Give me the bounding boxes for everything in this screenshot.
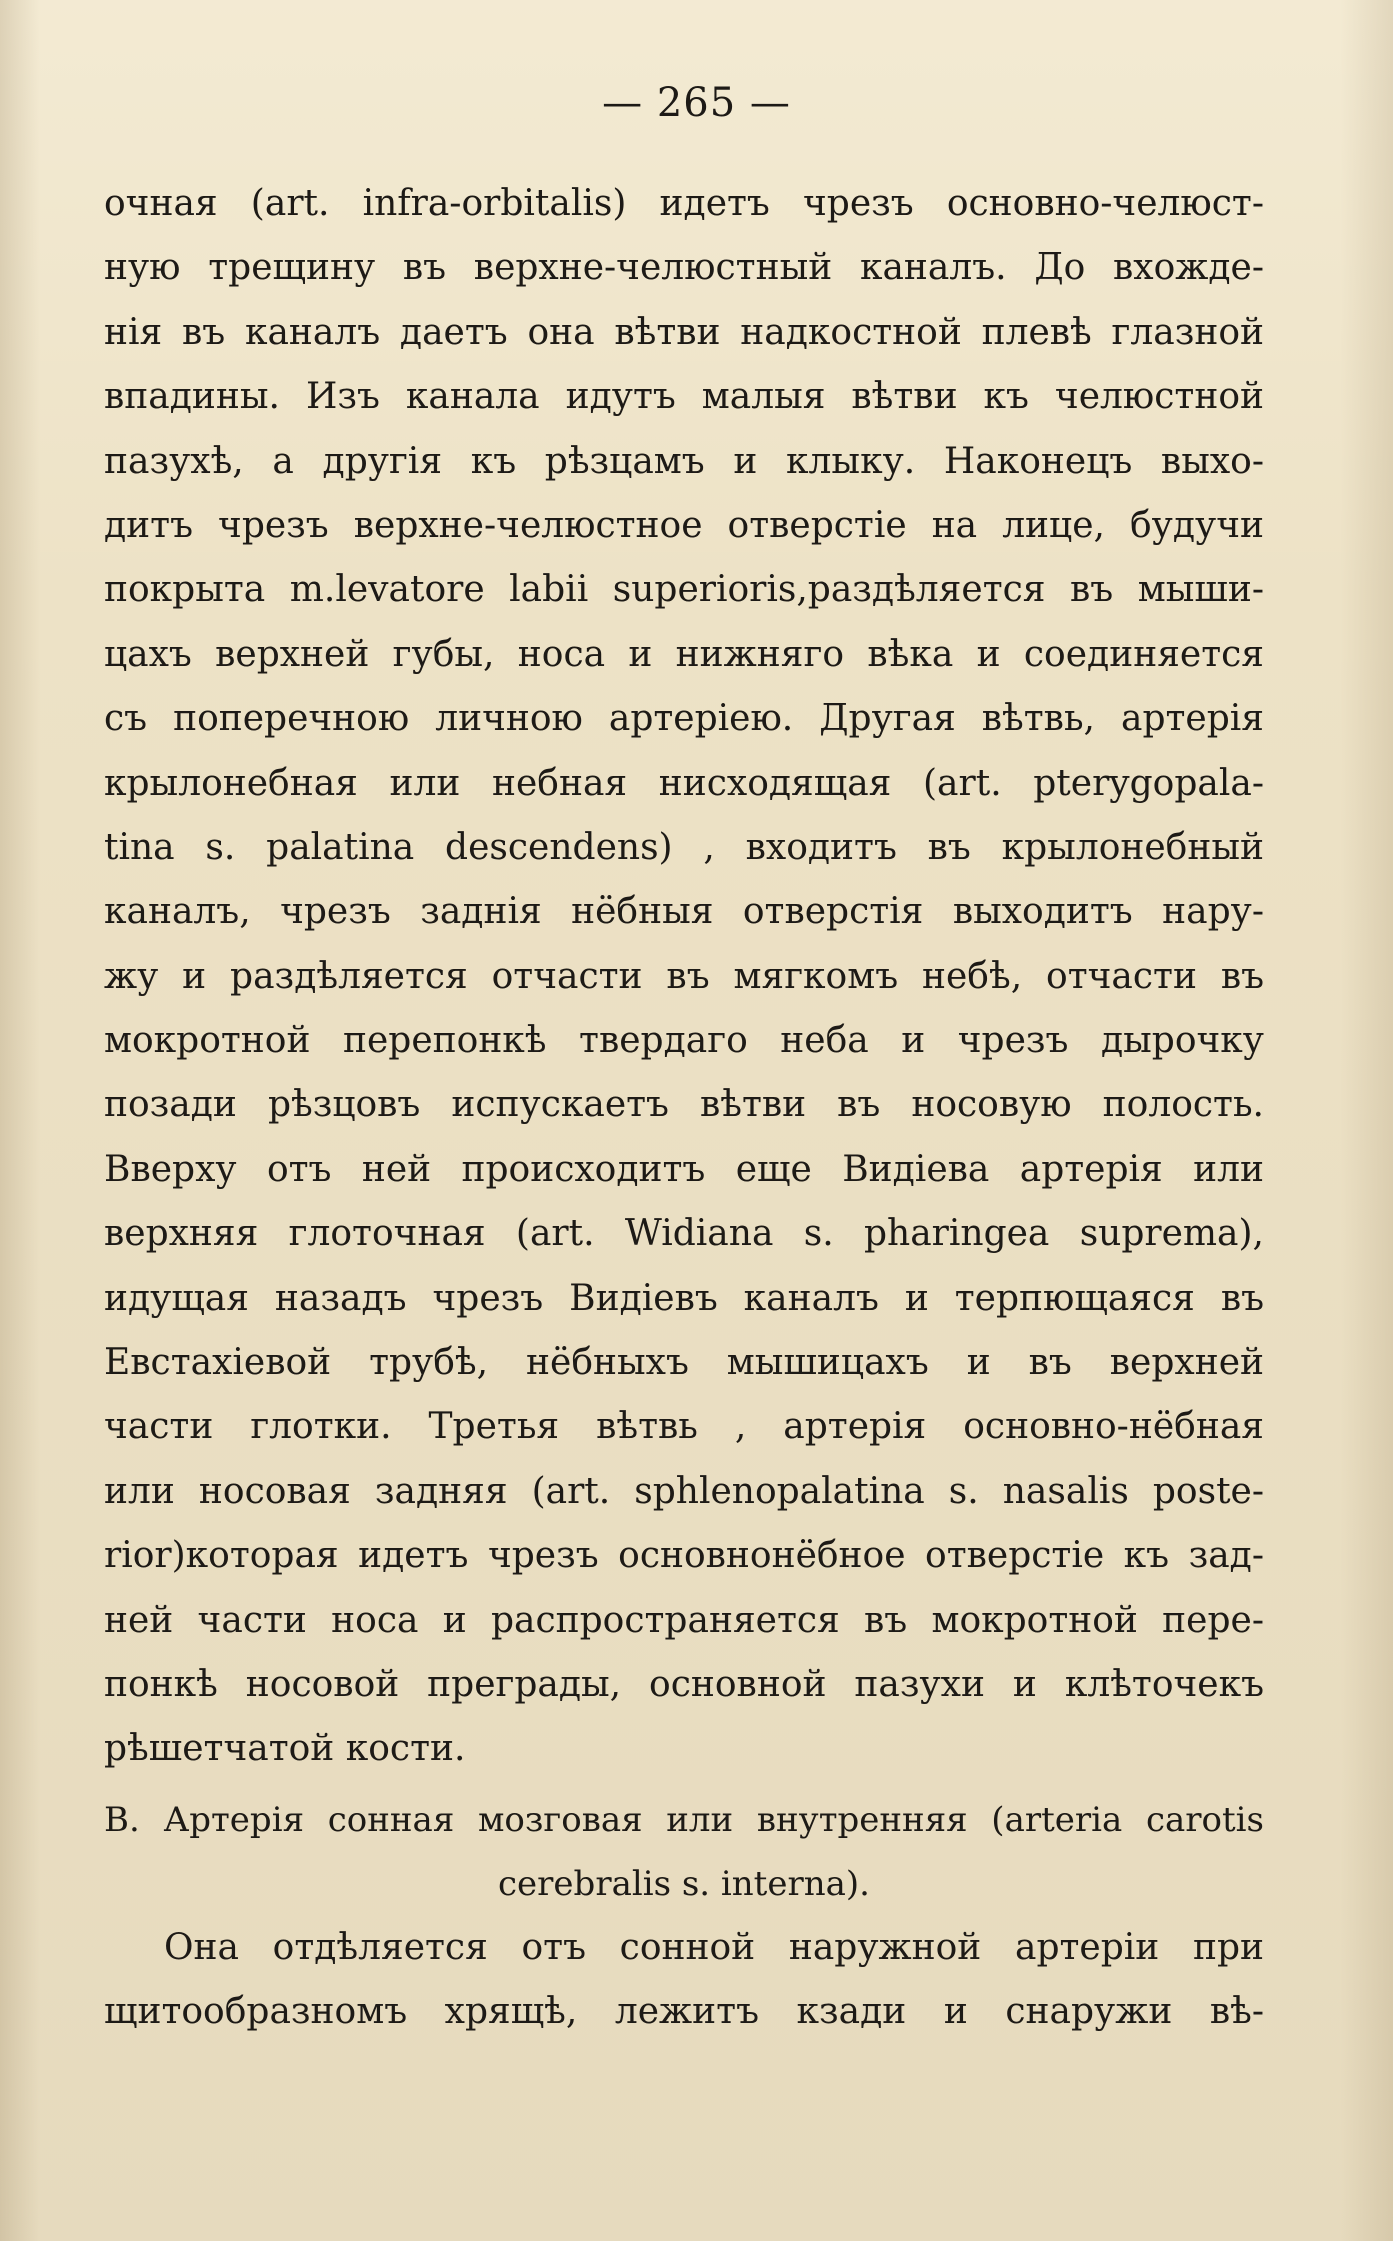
text-line: дитъ чрезъ верхне-челюстное отверстіе на лице, будучи	[104, 504, 1264, 546]
text-line: ней части носа и распространяется въ мокротной пере-	[104, 1599, 1264, 1641]
text-line: Она отдѣляется отъ сонной наружной артеріи при	[164, 1927, 1264, 1968]
text-line: очная (art. infra-orbitalis) идетъ чрезъ основно-челюст-	[104, 183, 1264, 224]
text-line: мокротной перепонкѣ твердаго неба и чрезъ дырочку	[104, 1020, 1264, 1062]
text-line: rior)которая идетъ чрезъ основнонёбное отверстіе къ зад-	[104, 1535, 1264, 1577]
section-heading-line: В. Артерія сонная мозговая или внутренняя (arteria carotis	[104, 1800, 1264, 1840]
text-line: жу и раздѣляется отчасти въ мягкомъ небѣ, отчасти въ	[104, 955, 1264, 997]
text-line: рѣшетчатой кости.	[104, 1728, 466, 1770]
text-line: верхняя глоточная (art. Widiana s. pharingea suprema),	[104, 1213, 1264, 1255]
text-line: или носовая задняя (art. sphlenopalatina s. nasalis poste-	[104, 1470, 1264, 1512]
text-line: tina s. palatina descendens) , входитъ въ крылонебный	[104, 826, 1264, 868]
main-text-block	[104, 172, 1264, 1782]
section-heading-line: cerebralis s. interna).	[498, 1864, 870, 1905]
text-line: съ поперечною личною артеріею. Другая вѣтвь, артерія	[104, 698, 1264, 740]
text-line: покрыта m.levatore labii superioris,раздѣляется въ мыши-	[104, 569, 1264, 611]
text-line: части глотки. Третья вѣтвь , артерія основно-нёбная	[104, 1406, 1264, 1448]
text-line: Вверху отъ ней происходитъ еще Видіева артерія или	[104, 1148, 1264, 1190]
text-line: понкѣ носовой преграды, основной пазухи и клѣточекъ	[104, 1663, 1264, 1705]
paragraph-block	[104, 1916, 1264, 2045]
text-line: ную трещину въ верхне-челюстный каналъ. До вхожде-	[104, 247, 1264, 289]
text-line: позади рѣзцовъ испускаетъ вѣтви въ носовую полость.	[104, 1084, 1264, 1126]
text-line: Евстахіевой трубѣ, нёбныхъ мышицахъ и въ верхней	[104, 1342, 1264, 1384]
text-line: щитообразномъ хрящѣ, лежитъ кзади и снаружи вѣ-	[104, 1991, 1264, 2033]
text-line: нія въ каналъ даетъ она вѣтви надкостной плевѣ глазной	[104, 311, 1264, 353]
text-line: идущая назадъ чрезъ Видіевъ каналъ и терпющаяся въ	[104, 1277, 1264, 1319]
text-line: впадины. Изъ канала идутъ малыя вѣтви къ челюстной	[104, 376, 1264, 418]
section-heading	[104, 1788, 1264, 1917]
page-number: — 265 —	[602, 80, 791, 126]
text-line: крылонебная или небная нисходящая (art. pterygopala-	[104, 762, 1264, 804]
text-line: каналъ, чрезъ заднія нёбныя отверстія выходитъ нару-	[104, 891, 1264, 933]
text-line: пазухѣ, а другія къ рѣзцамъ и клыку. Наконецъ выхо-	[104, 440, 1264, 482]
text-line: цахъ верхней губы, носа и нижняго вѣка и соединяется	[104, 633, 1264, 675]
